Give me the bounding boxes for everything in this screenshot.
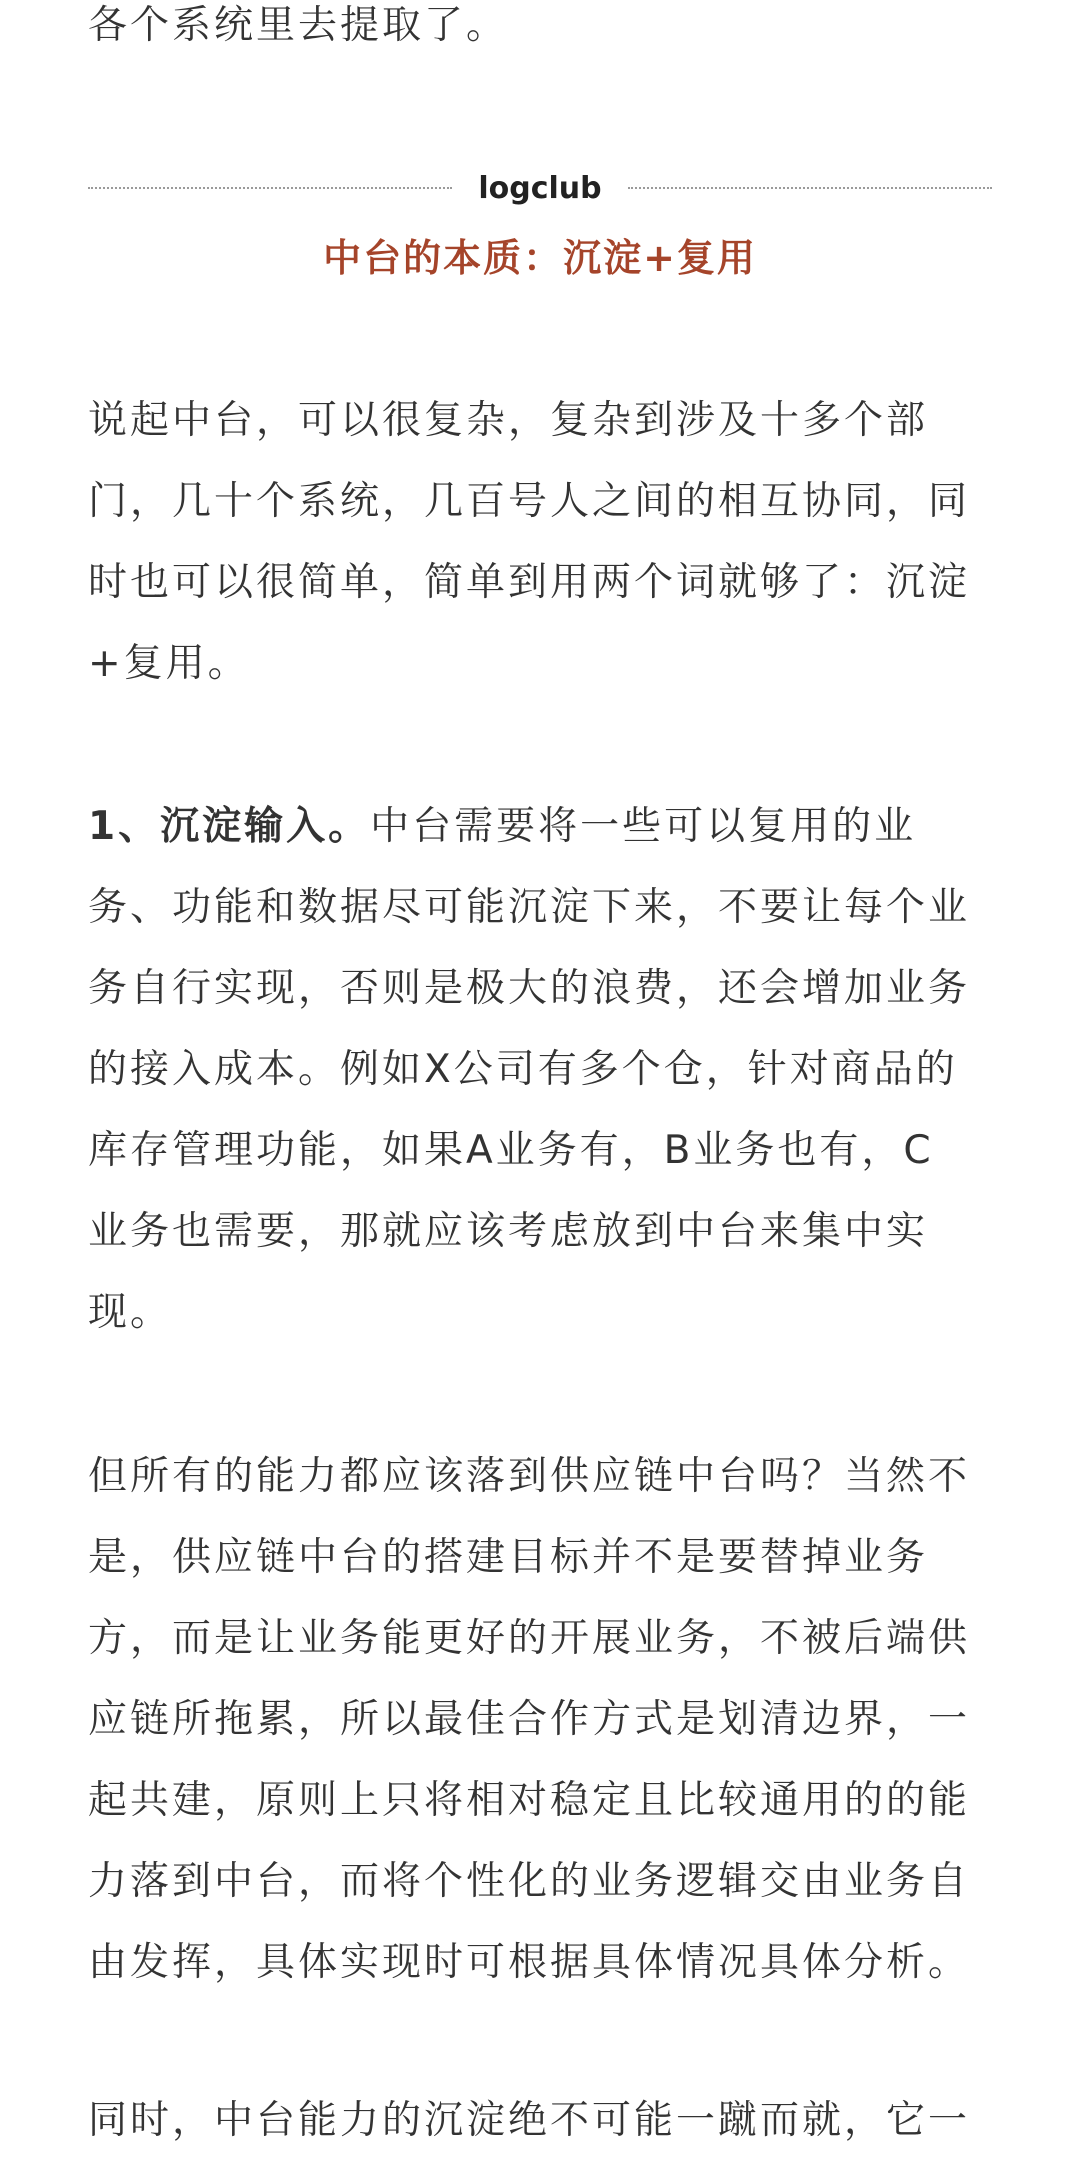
paragraph-4: [88, 2080, 992, 2161]
text-line: 现。: [88, 1290, 173, 1335]
intro-tail-text: [88, 0, 992, 66]
text-line: 同时，中台能力的沉淀绝不可能一蹴而就，它一: [88, 2098, 971, 2143]
text-line: 是，供应链中台的搭建目标并不是要替掉业务: [88, 1535, 929, 1580]
text-line: 但所有的能力都应该落到供应链中台吗？当然不: [88, 1454, 971, 1499]
text-line: 起共建，原则上只将相对稳定且比较通用的的能: [88, 1778, 971, 1823]
divider-label: logclub: [478, 170, 602, 206]
text-line: 时也可以很简单，简单到用两个词就够了：沉淀: [88, 560, 971, 605]
text-run: 中台需要将一些可以复用的业: [370, 804, 917, 849]
text-line: 门，几十个系统，几百号人之间的相互协同，同: [88, 479, 971, 524]
divider-dotted-line-right: [628, 187, 992, 189]
text-line: 应链所拖累，所以最佳合作方式是划清边界，一: [88, 1697, 971, 1742]
text-line: 务、功能和数据尽可能沉淀下来，不要让每个业: [88, 885, 971, 930]
text-line: 力落到中台，而将个性化的业务逻辑交由业务自: [88, 1859, 971, 1904]
text-line: +复用。: [88, 641, 250, 686]
paragraph-3: [88, 1436, 992, 2003]
section-heading: 中台的本质：沉淀+复用: [323, 236, 757, 280]
paragraph-2: [88, 786, 992, 1353]
paragraph-1: [88, 380, 992, 704]
text-line: 说起中台，可以很复杂，复杂到涉及十多个部: [88, 398, 929, 443]
divider-dotted-line-left: [88, 187, 452, 189]
paragraph-lead-bold: 1、沉淀输入。: [88, 804, 371, 849]
text-line: 各个系统里去提取了。: [88, 3, 509, 48]
text-line: 由发挥，具体实现时可根据具体情况具体分析。: [88, 1940, 971, 1985]
text-line: 的接入成本。例如X公司有多个仓，针对商品的: [88, 1047, 958, 1092]
text-line: 业务也需要，那就应该考虑放到中台来集中实: [88, 1209, 929, 1254]
text-line: 方，而是让业务能更好的开展业务，不被后端供: [88, 1616, 971, 1661]
section-divider: [88, 168, 992, 208]
text-line: 库存管理功能，如果A业务有，B业务也有，C: [88, 1128, 934, 1173]
text-line: 务自行实现，否则是极大的浪费，还会增加业务: [88, 966, 971, 1011]
text-line: [88, 786, 992, 867]
